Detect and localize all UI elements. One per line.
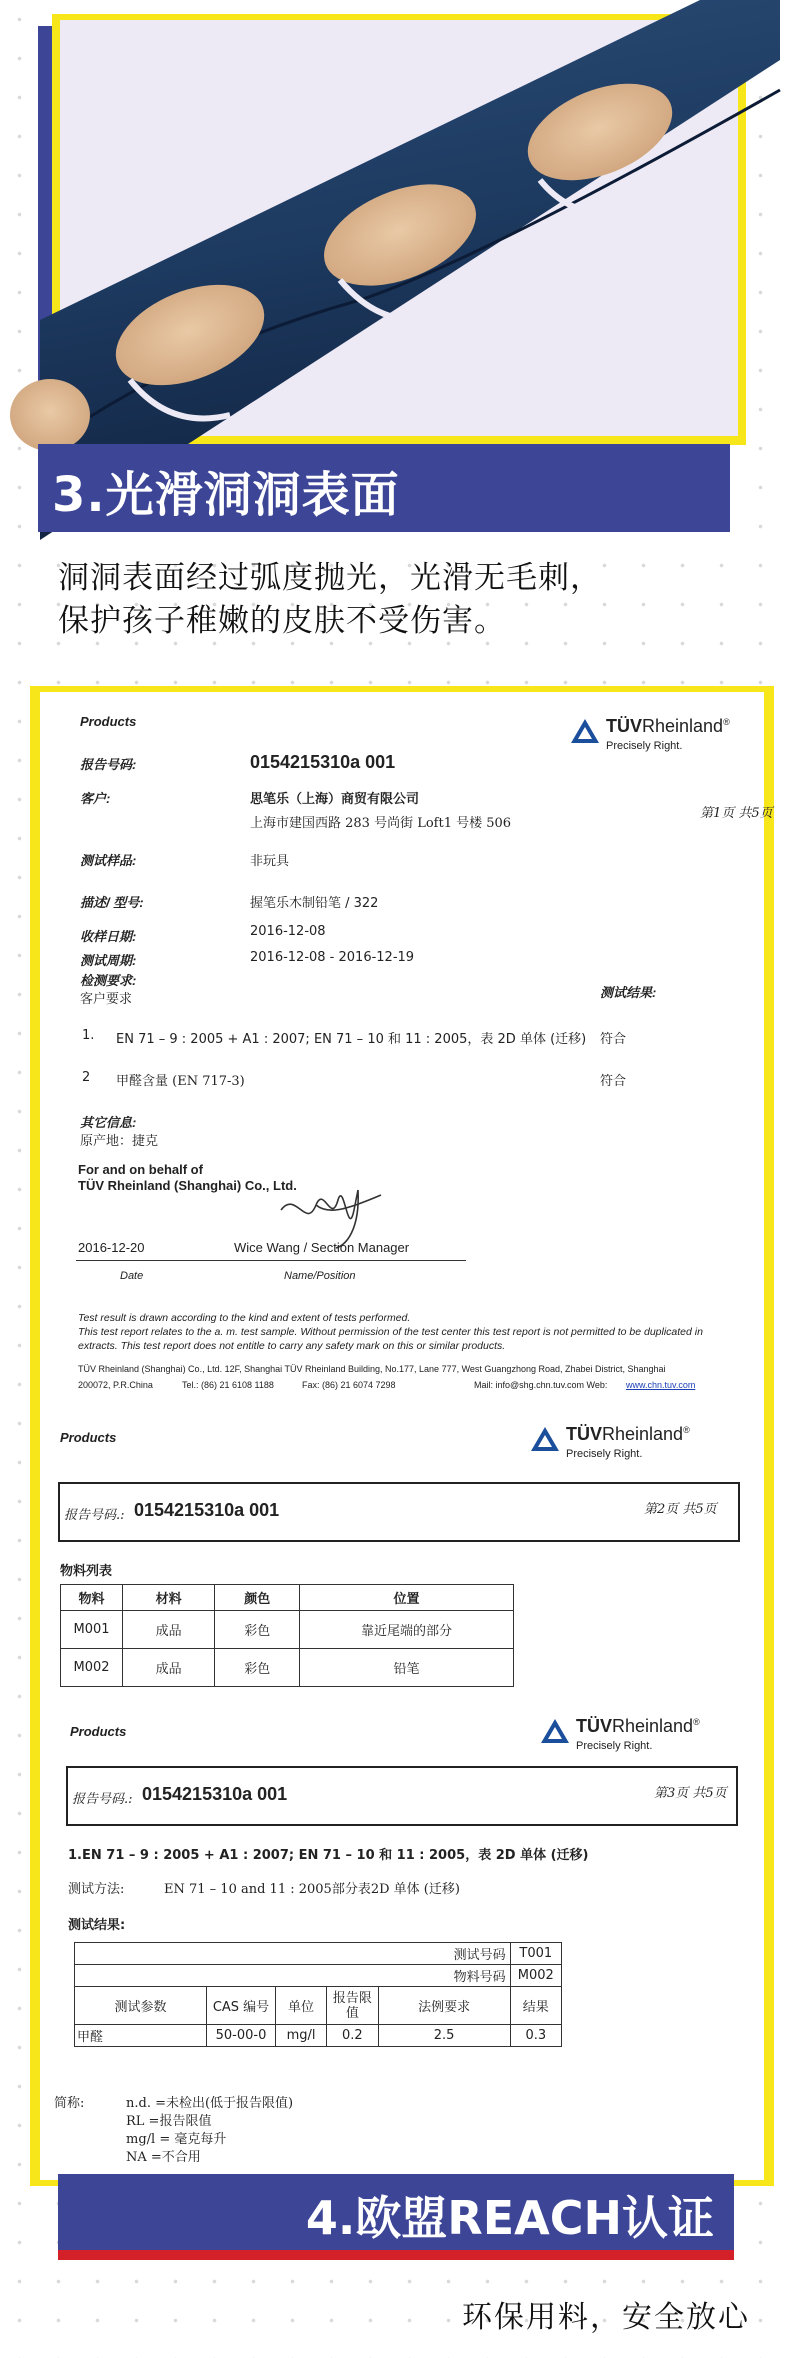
reach-title: 4.欧盟REACH认证 <box>305 2191 714 2245</box>
tuv-tagline: Precisely Right. <box>566 1448 643 1460</box>
signature-icon <box>276 1170 386 1250</box>
footer-mail: Mail: info@shg.chn.tuv.com Web: <box>474 1380 608 1390</box>
results-header-cell: 单位 <box>275 1987 326 2025</box>
test-no: T001 <box>510 1943 561 1965</box>
materials-cell: 彩色 <box>215 1649 300 1687</box>
page-counter: 第1页 共5页 <box>700 806 773 821</box>
tuv-name-rest: Rheinland <box>602 1424 684 1444</box>
client-address: 上海市建国西路 283 号尚街 Loft1 号楼 506 <box>250 816 512 831</box>
origin-value: 原产地：捷克 <box>80 1134 159 1149</box>
tuv-reg-mark: ® <box>683 1425 690 1435</box>
notes-label: 简称: <box>54 2096 85 2111</box>
disclaimer-2: This test report relates to the a. m. test sample. Without permission of the test center this test report is not permitted to be duplicated in <box>78 1326 703 1338</box>
materials-cell: M001 <box>61 1611 123 1649</box>
table-row <box>75 1943 562 1965</box>
sample-label: 测试样品: <box>80 853 137 868</box>
report-no-label: 报告号码: <box>80 757 137 772</box>
footer-fax: Fax: (86) 21 6074 7298 <box>302 1380 396 1390</box>
materials-header-cell: 颜色 <box>215 1585 300 1611</box>
table-row <box>75 1965 562 1987</box>
req2-result: 符合 <box>600 1074 627 1089</box>
req1-text: EN 71 – 9 : 2005 + A1 : 2007; EN 71 – 10 和 11 : 2005，表 2D 单体 (迁移) <box>116 1032 587 1047</box>
footer-postcode: 200072, P.R.China <box>78 1380 153 1390</box>
signature-line <box>76 1260 466 1261</box>
feature-title: 3.光滑洞洞表面 <box>52 467 400 523</box>
table-row <box>61 1611 514 1649</box>
period-label: 测试周期: <box>80 953 137 968</box>
tuv-reg-mark: ® <box>723 717 730 727</box>
reach-tagline: 环保用料，安全放心 <box>462 2300 750 2335</box>
footer-address: TÜV Rheinland (Shanghai) Co., Ltd. 12F, Shanghai TÜV Rheinland Building, No.177, Lane 777, West Guangzhong Road, Zhabei District, Shanghai <box>78 1364 666 1374</box>
results-header-cell: 测试参数 <box>75 1987 207 2025</box>
disclaimer-3: extracts. This test report does not entitle to carry any safety mark on this or similar products. <box>78 1340 506 1352</box>
footer-web-link[interactable]: www.chn.tuv.com <box>626 1380 696 1390</box>
note-2: RL =报告限值 <box>126 2114 212 2129</box>
requirement-label: 检测要求: <box>80 973 137 988</box>
test-no-label: 测试号码 <box>75 1943 511 1965</box>
tuv-reg-mark: ® <box>693 1717 700 1727</box>
model-value: 握笔乐木制铅笔 / 322 <box>250 896 379 911</box>
results-cell: 0.2 <box>327 2025 378 2047</box>
req1-no: 1. <box>82 1028 95 1043</box>
period-value: 2016-12-08 - 2016-12-19 <box>250 950 415 965</box>
tuv-tagline: Precisely Right. <box>576 1740 653 1752</box>
req2-text: 甲醛含量 (EN 717-3) <box>116 1074 245 1089</box>
materials-cell: 成品 <box>123 1649 215 1687</box>
page3-report-no: 0154215310a 001 <box>142 1784 288 1804</box>
tuv-name-bold: TÜV <box>566 1424 602 1444</box>
req1-result: 符合 <box>600 1032 627 1047</box>
materials-title: 物料列表 <box>60 1564 113 1579</box>
results-label: 测试结果: <box>68 1918 126 1933</box>
table-row <box>75 2025 562 2047</box>
results-table <box>74 1942 562 2047</box>
tuv-triangle-icon <box>530 1426 560 1452</box>
result-label: 测试结果: <box>600 985 657 1000</box>
page3-heading: 1.EN 71 – 9 : 2005 + A1 : 2007; EN 71 – 10 和 11 : 2005，表 2D 单体 (迁移) <box>68 1848 589 1863</box>
results-cell: 0.3 <box>510 2025 561 2047</box>
note-4: NA =不合用 <box>126 2150 201 2165</box>
products-label: Products <box>80 714 137 729</box>
results-header-cell: CAS 编号 <box>207 1987 276 2025</box>
materials-cell: M002 <box>61 1649 123 1687</box>
received-label: 收样日期: <box>80 929 137 944</box>
materials-header-cell: 物料 <box>61 1585 123 1611</box>
material-no: M002 <box>510 1965 561 1987</box>
feature-description-line-1: 洞洞表面经过弧度抛光，光滑无毛刺， <box>58 560 602 596</box>
client-label: 客户: <box>80 791 111 806</box>
tuv-name-rest: Rheinland <box>612 1716 694 1736</box>
results-header-cell: 报告限值 <box>327 1987 378 2025</box>
req2-no: 2 <box>82 1070 91 1085</box>
materials-cell: 成品 <box>123 1611 215 1649</box>
materials-cell: 彩色 <box>215 1611 300 1649</box>
table-row <box>61 1649 514 1687</box>
tuv-name-bold: TÜV <box>606 716 642 736</box>
pencil-illustration <box>60 20 738 436</box>
results-cell: mg/l <box>275 2025 326 2047</box>
results-header-cell: 结果 <box>510 1987 561 2025</box>
tuv-triangle-icon <box>570 718 600 744</box>
tuv-name-bold: TÜV <box>576 1716 612 1736</box>
page2-report-no-label: 报告号码.: <box>64 1508 125 1523</box>
certificate-document <box>40 692 773 2180</box>
sample-value: 非玩具 <box>250 854 290 869</box>
note-1: n.d. =未检出(低于报告限值) <box>126 2096 294 2111</box>
behalf-line-2: TÜV Rheinland (Shanghai) Co., Ltd. <box>78 1178 297 1193</box>
results-header-row <box>75 1987 562 2025</box>
sign-date: 2016-12-20 <box>78 1240 145 1255</box>
signer: Wice Wang / Section Manager <box>234 1240 410 1255</box>
tuv-triangle-icon <box>540 1718 570 1744</box>
results-cell: 甲醛 <box>75 2025 207 2047</box>
method-value: EN 71 – 10 and 11 : 2005部分表2D 单体 (迁移) <box>164 1882 460 1897</box>
note-3: mg/l = 毫克每升 <box>126 2132 227 2147</box>
pencil-closeup-photo <box>60 20 738 436</box>
page2-report-no: 0154215310a 001 <box>134 1500 280 1520</box>
page2-page-counter: 第2页 共5页 <box>644 1502 717 1517</box>
materials-cell: 靠近尾端的部分 <box>300 1611 514 1649</box>
page2-products-label: Products <box>60 1430 117 1445</box>
page3-page-counter: 第3页 共5页 <box>654 1786 727 1801</box>
materials-cell: 铅笔 <box>300 1649 514 1687</box>
results-cell: 50-00-0 <box>207 2025 276 2047</box>
feature-description-line-2: 保护孩子稚嫩的皮肤不受伤害。 <box>58 603 506 639</box>
footer-tel: Tel.: (86) 21 6108 1188 <box>182 1380 274 1390</box>
material-no-label: 物料号码 <box>75 1965 511 1987</box>
materials-table <box>60 1584 514 1687</box>
page3-products-label: Products <box>70 1724 127 1739</box>
received-value: 2016-12-08 <box>250 924 326 939</box>
tuv-tagline: Precisely Right. <box>606 740 683 752</box>
disclaimer-1: Test result is drawn according to the kind and extent of tests performed. <box>78 1312 411 1324</box>
results-cell: 2.5 <box>378 2025 510 2047</box>
materials-header-cell: 材料 <box>123 1585 215 1611</box>
materials-header-row <box>61 1585 514 1611</box>
method-label: 测试方法: <box>68 1882 125 1897</box>
model-label: 描述/ 型号: <box>80 895 144 910</box>
hole-0 <box>10 379 90 451</box>
page2-report-box <box>58 1482 740 1542</box>
page3-report-box <box>66 1766 738 1826</box>
page3-report-no-label: 报告号码.: <box>72 1792 133 1807</box>
results-header-cell: 法例要求 <box>378 1987 510 2025</box>
tuv-name-rest: Rheinland <box>642 716 724 736</box>
name-position-label: Name/Position <box>284 1270 356 1282</box>
date-label: Date <box>120 1270 144 1282</box>
report-no: 0154215310a 001 <box>250 752 396 772</box>
other-info-label: 其它信息: <box>80 1115 137 1130</box>
behalf-line-1: For and on behalf of <box>78 1162 203 1177</box>
materials-header-cell: 位置 <box>300 1585 514 1611</box>
requirement-sub: 客户要求 <box>80 992 133 1007</box>
client-name: 思笔乐（上海）商贸有限公司 <box>250 792 420 807</box>
